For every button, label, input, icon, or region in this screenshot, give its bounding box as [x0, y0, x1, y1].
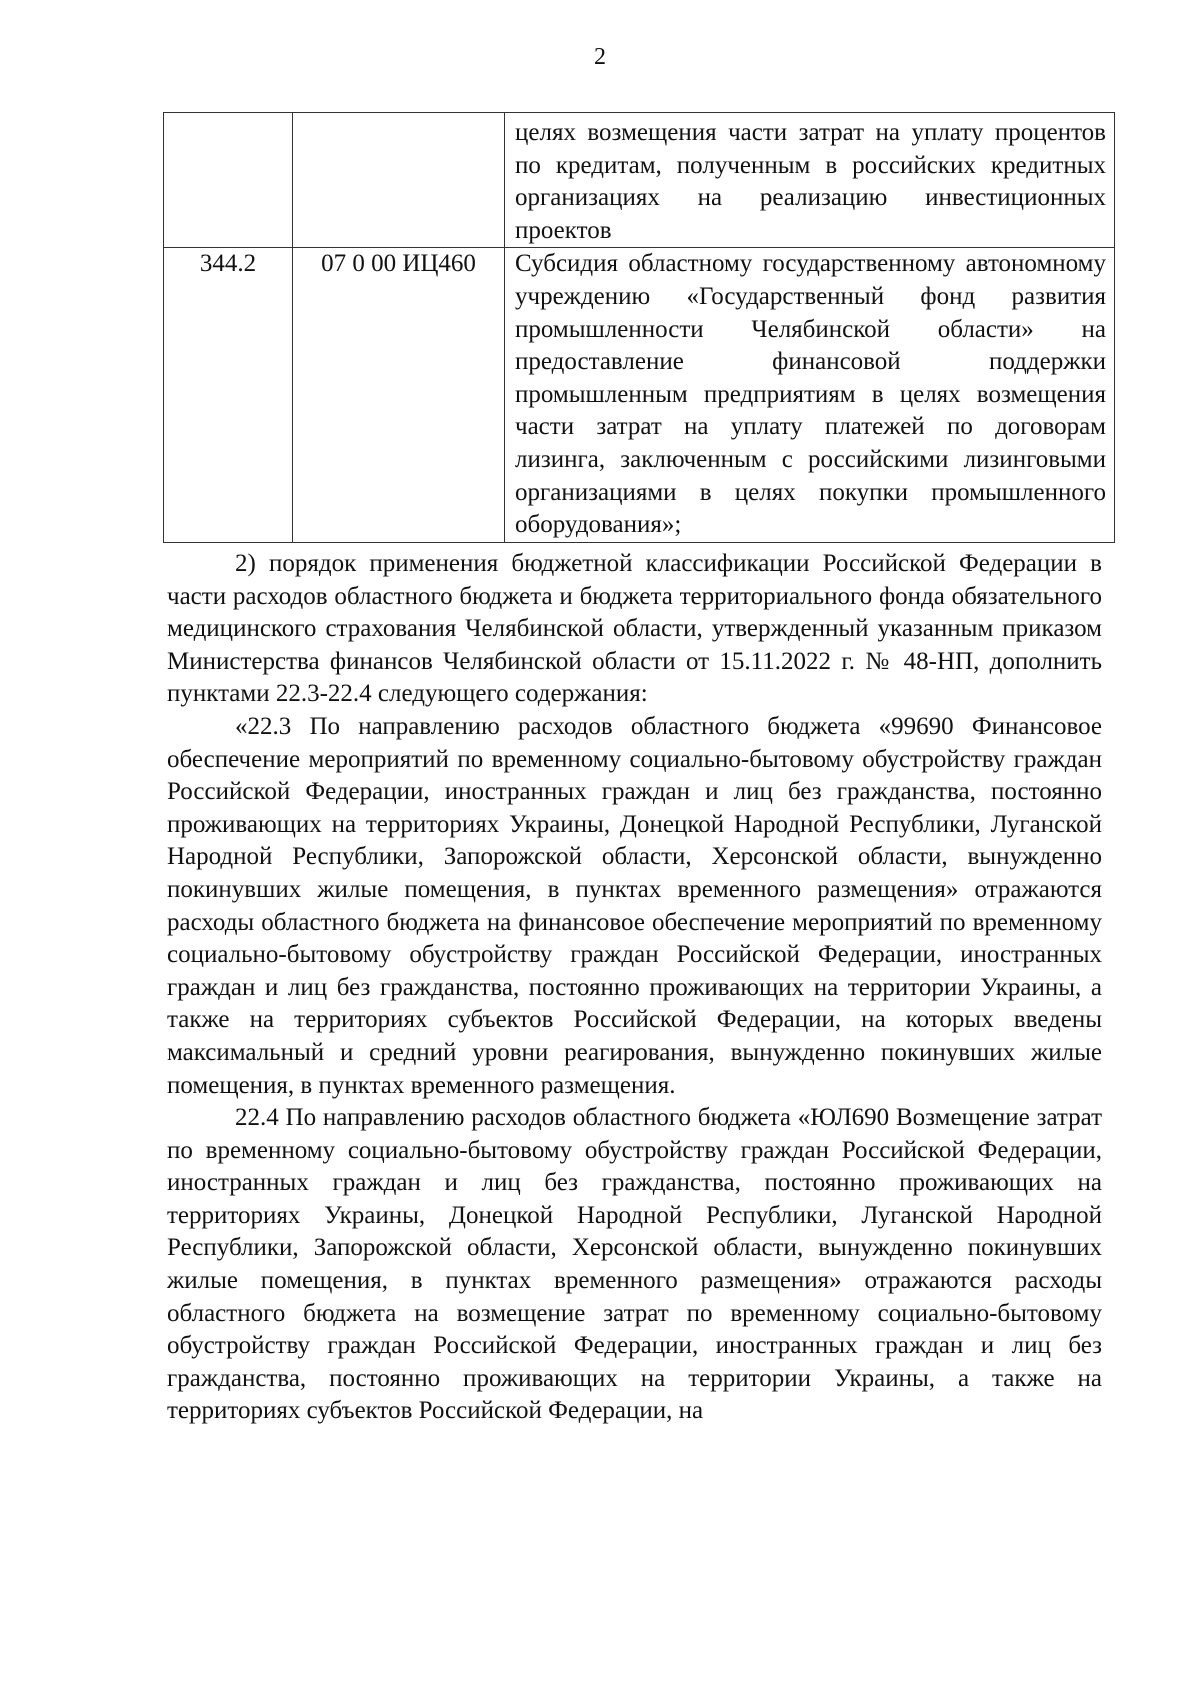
- table-cell-code: [164, 113, 293, 248]
- document-body: [167, 548, 1102, 1428]
- table-cell-text: Субсидия областному государственному автономному учреждению «Государственный фонд развития промышленности Челябинской области» на предоставление финансовой поддержки промышленным предприятиям в целях возмещения части затрат на уплату платежей по договорам лизинга, заключенным с российскими лизинговыми организациями в целях покупки промышленного оборудования»;: [505, 248, 1115, 542]
- paragraph-22-3: «22.3 По направлению расходов областного бюджета «99690 Финансовое обеспечение мероприятий по временному социально-бытовому обустройству граждан Российской Федерации, иностранных граждан и лиц без гражданства, постоянно проживающих на территориях Украины, Донецкой Народной Республики, Луганской Народной Республики, Запорожской области, Херсонской области, вынужденно покинувших жилые помещения, в пунктах временного размещения» отражаются расходы областного бюджета на финансовое обеспечение мероприятий по временному социально-бытовому обустройству граждан Российской Федерации, иностранных граждан и лиц без гражданства, постоянно проживающих на территории Украины, а также на территориях субъектов Российской Федерации, на которых введены максимальный и средний уровни реагирования, вынужденно покинувших жилые помещения, в пунктах временного размещения.: [167, 712, 1102, 1099]
- paragraph-item-2: 2) порядок применения бюджетной классификации Российской Федерации в части расходов областного бюджета и бюджета территориального фонда обязательного медицинского страхования Челябинской области, утвержденный указанным приказом Министерства финансов Челябинской области от 15.11.2022 г. № 48-НП, дополнить пунктами 22.3-22.4 следующего содержания:: [167, 550, 1102, 708]
- expenditure-table: [163, 112, 1115, 543]
- table-cell-text: целях возмещения части затрат на уплату процентов по кредитам, полученным в российских кредитных организациях на реализацию инвестиционных проектов: [505, 113, 1115, 248]
- table-cell-code: 344.2: [164, 248, 293, 542]
- paragraph-22-4: 22.4 По направлению расходов областного бюджета «ЮЛ690 Возмещение затрат по временному социально-бытовому обустройству граждан Российской Федерации, иностранных граждан и лиц без гражданства, постоянно проживающих на территориях Украины, Донецкой Народной Республики, Луганской Народной Республики, Запорожской области, Херсонской области, вынужденно покинувших жилые помещения, в пунктах временного размещения» отражаются расходы областного бюджета на возмещение затрат по временному социально-бытовому обустройству граждан Российской Федерации, иностранных граждан и лиц без гражданства, постоянно проживающих на территории Украины, а также на территориях субъектов Российской Федерации, на: [167, 1104, 1102, 1425]
- table-cell-kbk: [293, 113, 505, 248]
- page-number: 2: [594, 44, 606, 70]
- table-row: [164, 248, 1115, 542]
- table-cell-kbk: 07 0 00 ИЦ460: [293, 248, 505, 542]
- table-row: [164, 113, 1115, 248]
